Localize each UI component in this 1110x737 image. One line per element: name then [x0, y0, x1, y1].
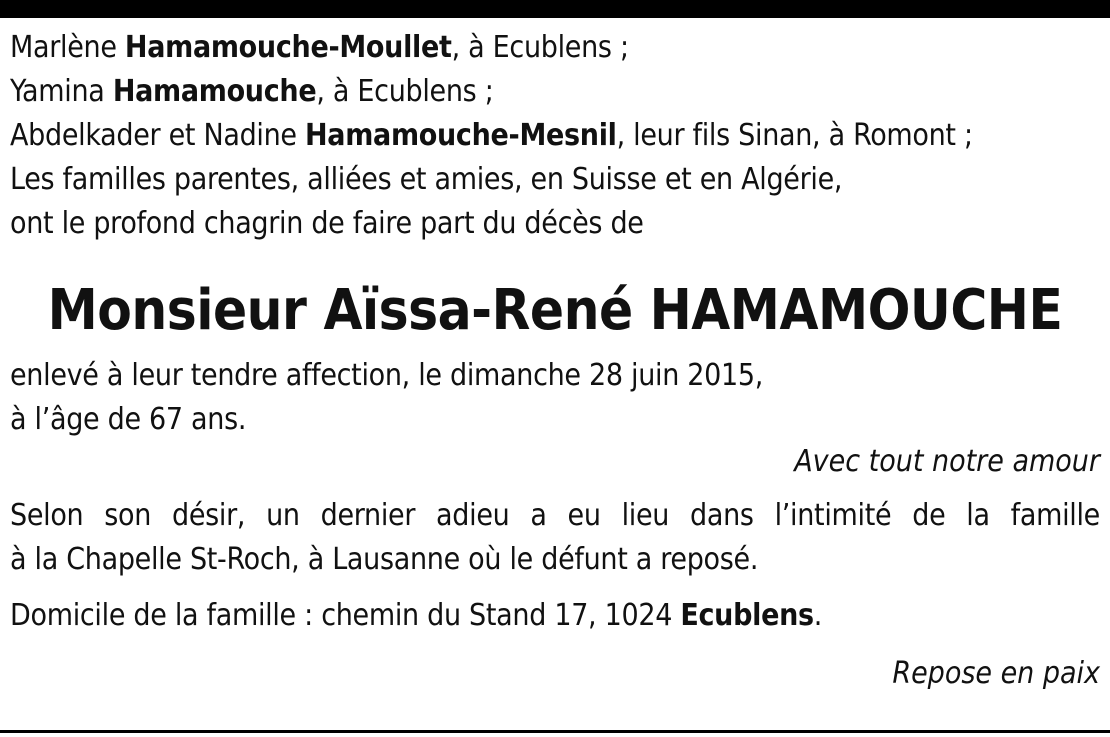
- bottom-border-rule: [0, 730, 1110, 733]
- family-line-3-surname: Hamamouche-Mesnil: [305, 118, 617, 153]
- family-line-3: [10, 114, 1100, 158]
- announcement-line: ont le profond chagrin de faire part du décès de: [10, 206, 644, 241]
- deceased-name: Monsieur Aïssa-René HAMAMOUCHE: [47, 278, 1063, 343]
- ceremony-line-1: Selon son désir, un dernier adieu a eu lieu dans l’intimité de la famille: [10, 498, 1100, 533]
- family-line-1: [10, 26, 1100, 70]
- family-line-2-location: , à Ecublens ;: [316, 74, 494, 109]
- domicile-town: Ecublens: [680, 598, 814, 633]
- family-line-1-location: , à Ecublens ;: [451, 30, 629, 65]
- family-line-2: [10, 70, 1100, 114]
- family-line-2-surname: Hamamouche: [112, 74, 317, 109]
- ceremony-line-2: à la Chapelle St-Roch, à Lausanne où le défunt a reposé.: [10, 542, 759, 577]
- extended-family-line: Les familles parentes, alliées et amies, en Suisse et en Algérie,: [10, 162, 843, 197]
- domicile-period: .: [813, 598, 823, 633]
- family-line-1-surname: Hamamouche-Moullet: [124, 30, 452, 65]
- closing-phrase: Repose en paix: [892, 656, 1100, 691]
- family-line-3-first-name: Abdelkader et Nadine: [10, 118, 306, 153]
- death-date-line: enlevé à leur tendre affection, le dimanche 28 juin 2015,: [10, 358, 764, 393]
- top-border-rule: [0, 0, 1110, 18]
- age-line: à l’âge de 67 ans.: [10, 402, 247, 437]
- death-notice: [10, 26, 1100, 694]
- family-line-1-first-name: Marlène: [10, 30, 125, 65]
- domicile-address: Domicile de la famille : chemin du Stand 17, 1024: [10, 598, 681, 633]
- family-line-2-first-name: Yamina: [10, 74, 113, 109]
- domicile-line: [10, 594, 1100, 638]
- family-line-3-location: , leur fils Sinan, à Romont ;: [616, 118, 973, 153]
- dedication: Avec tout notre amour: [794, 444, 1100, 479]
